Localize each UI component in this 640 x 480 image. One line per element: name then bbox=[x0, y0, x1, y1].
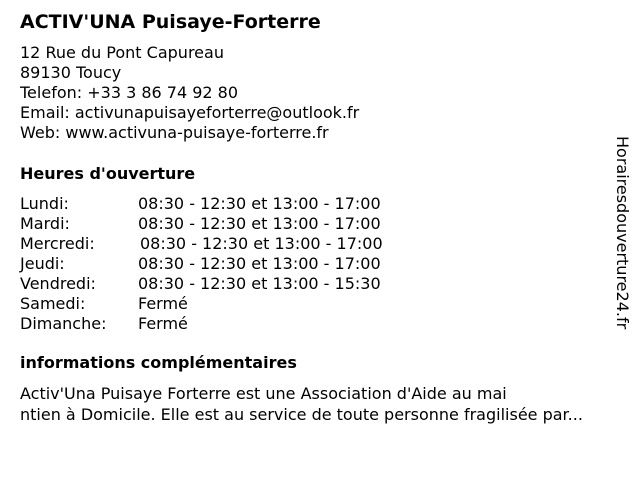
info-line: ntien à Domicile. Elle est au service de toute personne fragilisée par... bbox=[20, 405, 583, 424]
day-hours: 08:30 - 12:30 et 13:00 - 17:00 bbox=[138, 194, 381, 213]
watermark bbox=[612, 136, 632, 346]
street-address: 12 Rue du Pont Capureau bbox=[20, 43, 224, 62]
day-hours: 08:30 - 12:30 et 13:00 - 15:30 bbox=[138, 274, 381, 293]
day-hours: 08:30 - 12:30 et 13:00 - 17:00 bbox=[140, 234, 383, 253]
day-label: Jeudi: bbox=[20, 254, 65, 273]
day-label: Mardi: bbox=[20, 214, 70, 233]
address-block bbox=[20, 43, 359, 143]
info-text bbox=[20, 383, 632, 425]
day-label: Samedi: bbox=[20, 294, 86, 313]
day-hours: Fermé bbox=[138, 294, 188, 313]
web-text: Web: www.activuna-puisaye-forterre.fr bbox=[20, 123, 329, 142]
day-hours: Fermé bbox=[138, 314, 188, 333]
info-heading: informations complémentaires bbox=[20, 353, 297, 372]
day-label: Dimanche: bbox=[20, 314, 107, 333]
phone-text: Telefon: +33 3 86 74 92 80 bbox=[20, 83, 239, 102]
business-title: ACTIV'UNA Puisaye-Forterre bbox=[20, 11, 321, 33]
day-label: Vendredi: bbox=[20, 274, 96, 293]
city-address: 89130 Toucy bbox=[20, 63, 122, 82]
watermark-text: Horairesdouverture24.fr bbox=[613, 136, 632, 330]
day-hours: 08:30 - 12:30 et 13:00 - 17:00 bbox=[138, 214, 381, 233]
day-label: Mercredi: bbox=[20, 234, 95, 253]
email-text: Email: activunapuisayeforterre@outlook.fr bbox=[20, 103, 360, 122]
hours-heading: Heures d'ouverture bbox=[20, 164, 196, 183]
day-label: Lundi: bbox=[20, 194, 69, 213]
info-line: Activ'Una Puisaye Forterre est une Association d'Aide au mai bbox=[20, 384, 507, 403]
day-hours: 08:30 - 12:30 et 13:00 - 17:00 bbox=[138, 254, 381, 273]
